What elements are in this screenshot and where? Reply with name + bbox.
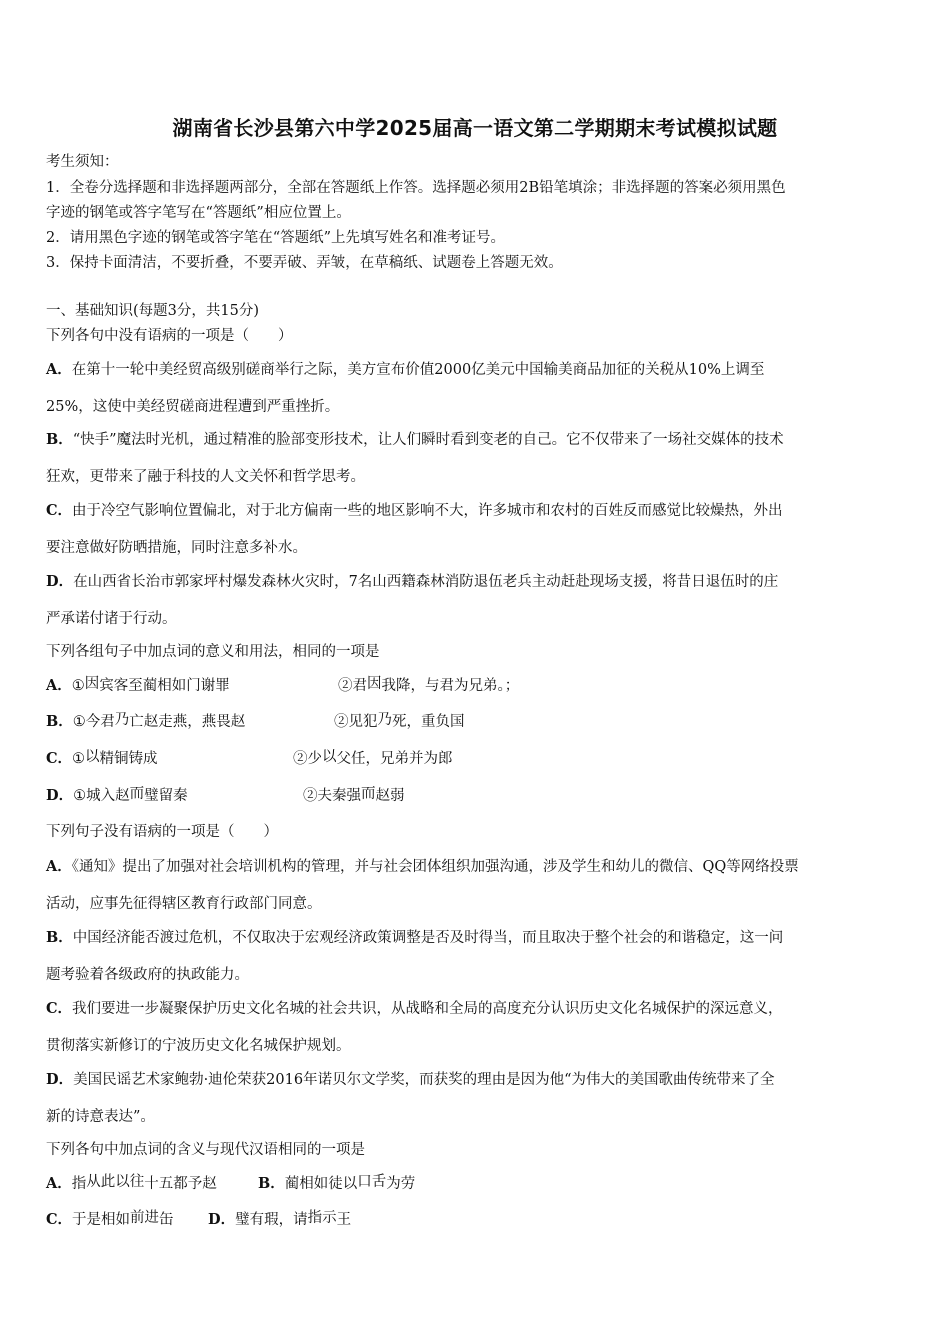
q2-option-a-left: A．①因宾客至蔺相如门谢罪: [46, 676, 230, 694]
dotted-word: 因: [367, 676, 382, 692]
q1-option-c-cont: 要注意做好防晒措施，同时注意多补水。: [46, 540, 307, 556]
q3-option-c-cont: 贯彻落实新修订的宁波历史文化名城保护规划。: [46, 1038, 351, 1054]
q1-stem: 下列各句中没有语病的一项是（ ）: [46, 328, 293, 344]
notice-item-1: 1．全卷分选择题和非选择题两部分，全部在答题纸上作答。选择题必须用2B铅笔填涂；非选择题的答案必须用黑色: [46, 180, 786, 196]
dotted-word: 而: [361, 786, 376, 802]
q3-option-a: A．《通知》提出了加强对社会培训机构的管理，并与社会团体组织加强沟通，涉及学生和幼儿的微信、QQ等网络投票: [46, 858, 799, 875]
notice-item-3: 3．保持卡面清洁，不要折叠，不要弄破、弄皱，在草稿纸、试题卷上答题无效。: [46, 255, 563, 271]
page-title: 湖南省长沙县第六中学2025届高一语文第二学期期末考试模拟试题: [172, 116, 778, 140]
q3-option-b-cont: 题考验着各级政府的执政能力。: [46, 967, 249, 983]
dotted-word: 以: [322, 749, 337, 765]
dotted-word: 指示: [307, 1210, 337, 1226]
q1-option-a-cont: 25%，这使中美经贸磋商进程遭到严重挫折。: [46, 399, 340, 415]
q3-option-a-cont: 活动，应事先征得辖区教育行政部门同意。: [46, 896, 322, 912]
q4-option-d: D．璧有瑕，请指示王: [208, 1210, 352, 1228]
q3-option-c: C．我们要进一步凝聚保护历史文化名城的社会共识，从战略和全局的高度充分认识历史文化名城保护的深远意义，: [46, 1000, 783, 1017]
q2-option-c-right: ②少以父任，兄弟并为郎: [293, 749, 453, 767]
notice-item-1-cont: 字迹的钢笔或答字笔写在“答题纸”相应位置上。: [46, 205, 351, 221]
q2-option-d-right: ②夫秦强而赵弱: [303, 786, 405, 804]
q3-option-d: D．美国民谣艺术家鲍勃·迪伦荣获2016年诺贝尔文学奖，而获奖的理由是因为他“为伟大的美国歌曲传统带来了全: [46, 1071, 775, 1088]
notice-item-2: 2．请用黑色字迹的钢笔或答字笔在“答题纸”上先填写姓名和准考证号。: [46, 230, 506, 246]
q1-option-b-cont: 狂欢，更带来了融于科技的人文关怀和哲学思考。: [46, 469, 365, 485]
q4-option-b: B．蔺相如徒以口舌为劳: [258, 1174, 416, 1192]
q1-option-a: A．在第十一轮中美经贸高级别磋商举行之际，美方宣布价值2000亿美元中国输美商品加征的关税从10%上调至: [46, 361, 765, 378]
q2-option-a-right: ②君因我降，与君为兄弟。；: [338, 676, 520, 694]
dotted-word: 前进: [130, 1210, 160, 1226]
q2-option-b-left: B．①今君乃亡赵走燕，燕畏赵: [46, 712, 246, 730]
dotted-word: 口舌: [357, 1174, 387, 1190]
q4-option-a: A．指从此以往十五都予赵: [46, 1174, 217, 1192]
q3-option-d-cont: 新的诗意表达”。: [46, 1109, 155, 1125]
dotted-word: 因: [84, 676, 100, 692]
dotted-word: 乃: [114, 712, 130, 728]
dotted-word: 从此以往: [86, 1174, 145, 1190]
dotted-word: 以: [85, 749, 100, 765]
q1-option-c: C．由于冷空气影响位置偏北，对于北方偏南一些的地区影响不大，许多城市和农村的百姓反而感觉比较燥热，外出: [46, 502, 783, 519]
q1-option-d: D．在山西省长治市郭家坪村爆发森林火灾时，7名山西籍森林消防退伍老兵主动赶赴现场支援，将昔日退伍时的庄: [46, 573, 779, 590]
dotted-word: 乃: [377, 712, 392, 728]
q4-option-c: C．于是相如前进缶: [46, 1210, 174, 1228]
q3-option-b: B．中国经济能否渡过危机，不仅取决于宏观经济政策调整是否及时得当，而且取决于整个社会的和谐稳定，这一问: [46, 929, 784, 946]
q4-stem: 下列各句中加点词的含义与现代汉语相同的一项是: [46, 1142, 365, 1158]
section-heading: 一、基础知识(每题3分，共15分): [46, 303, 259, 319]
q2-option-d-left: D．①城入赵而璧留秦: [46, 786, 188, 804]
q3-stem: 下列句子没有语病的一项是（ ）: [46, 824, 278, 840]
q1-option-b: B．“快手”魔法时光机，通过精准的脸部变形技术，让人们瞬时看到变老的自己。它不仅带来了一场社交媒体的技术: [46, 431, 784, 448]
dotted-word: 而: [129, 786, 145, 802]
q2-stem: 下列各组句子中加点词的意义和用法，相同的一项是: [46, 644, 380, 660]
q1-option-d-cont: 严承诺付诸于行动。: [46, 611, 177, 627]
q2-option-b-right: ②见犯乃死，重负国: [334, 712, 465, 730]
notice-heading: 考生须知：: [46, 154, 119, 170]
q2-option-c-left: C．①以精铜铸成: [46, 749, 158, 767]
